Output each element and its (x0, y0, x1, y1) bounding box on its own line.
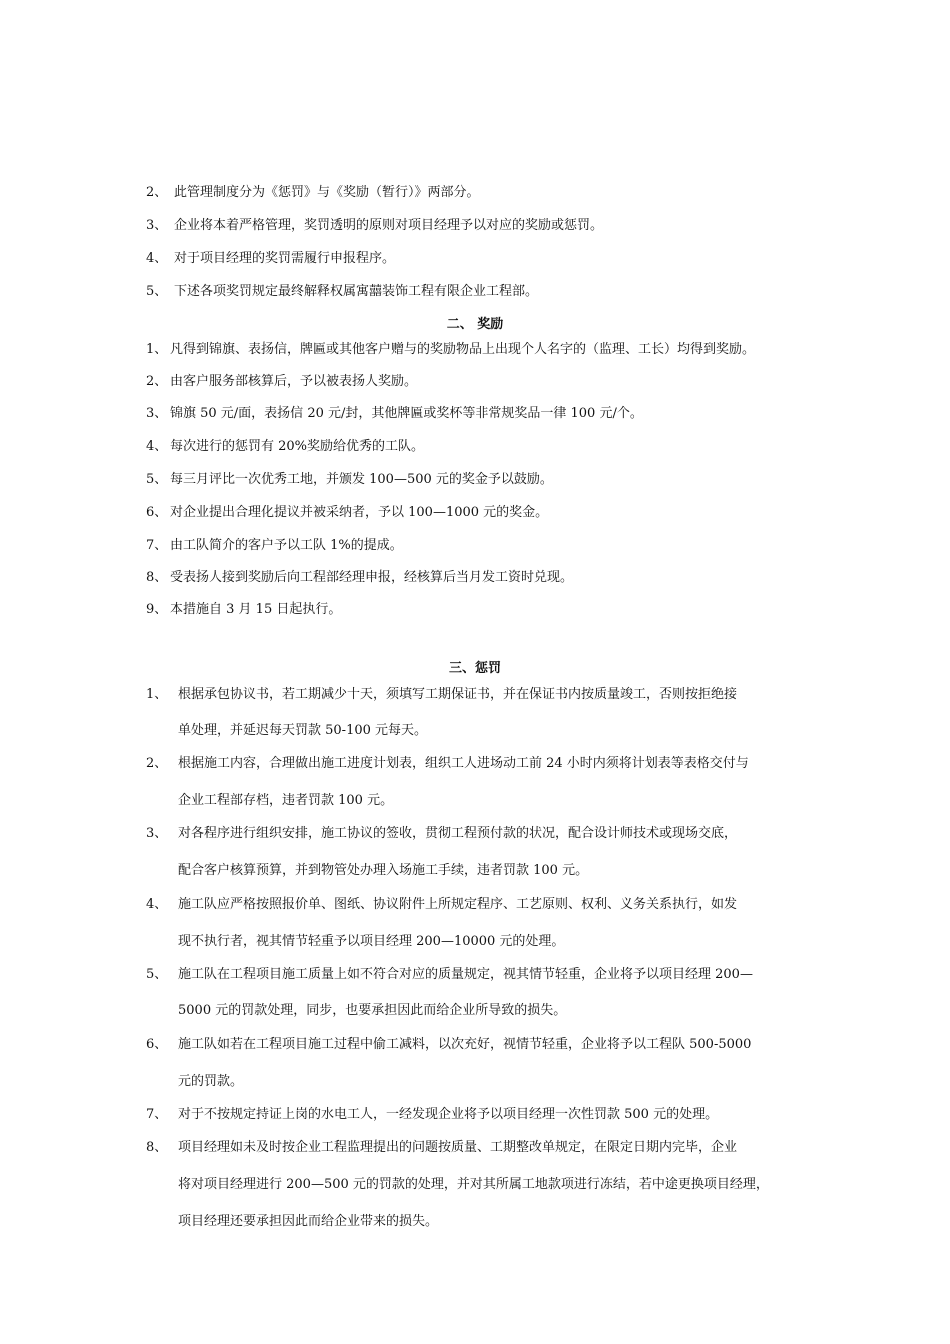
list-item-text: 企业工程部存档，违者罚款 100 元。 (178, 793, 394, 808)
list-item-text: 项目经理还要承担因此而给企业带来的损失。 (178, 1214, 439, 1229)
list-item-text: 由客户服务部核算后，予以被表扬人奖励。 (170, 374, 418, 389)
list-item-number: 2、 (146, 374, 168, 389)
penalty-heading: 三、惩罚 (448, 661, 501, 676)
list-item-number: 2、 (146, 756, 168, 771)
list-item-number: 4、 (146, 897, 168, 912)
list-item-number: 9、 (146, 602, 168, 617)
list-item-text: 受表扬人接到奖励后向工程部经理申报，经核算后当月发工资时兑现。 (170, 570, 574, 585)
list-item-number: 2、 (146, 185, 168, 200)
list-item-text: 5000 元的罚款处理，同步，也要承担因此而给企业所导致的损失。 (178, 1003, 567, 1018)
list-item-number: 7、 (146, 538, 168, 553)
list-item-text: 配合客户核算预算，并到物管处办理入场施工手续，违者罚款 100 元。 (178, 863, 589, 878)
list-item-text: 施工队如若在工程项目施工过程中偷工减料，以次充好，视情节轻重，企业将予以工程队 500-5000 (178, 1037, 752, 1052)
list-item-text: 本措施自 3 月 15 日起执行。 (170, 602, 342, 617)
list-item-text: 企业将本着严格管理，奖罚透明的原则对项目经理予以对应的奖励或惩罚。 (174, 218, 604, 233)
list-item-text: 根据施工内容，合理做出施工进度计划表，组织工人进场动工前 24 小时内须将计划表等表格交付与 (178, 756, 749, 771)
list-item-text: 对企业提出合理化提议并被采纳者，予以 100—1000 元的奖金。 (170, 505, 549, 520)
list-item-number: 7、 (146, 1107, 168, 1122)
list-item-text: 单处理，并延迟每天罚款 50-100 元每天。 (178, 723, 428, 738)
list-item-number: 8、 (146, 570, 168, 585)
list-item-text: 对于不按规定持证上岗的水电工人，一经发现企业将予以项目经理一次性罚款 500 元的处理。 (178, 1107, 719, 1122)
list-item-text: 凡得到锦旗、表扬信，牌匾或其他客户赠与的奖励物品上出现个人名字的（监理、工长）均得到奖励。 (170, 342, 756, 357)
list-item-number: 4、 (146, 439, 168, 454)
list-item-text: 根据承包协议书，若工期减少十天，须填写工期保证书，并在保证书内按质量竣工，否则按拒绝接 (178, 687, 738, 702)
list-item-text: 元的罚款。 (178, 1074, 244, 1089)
list-item-text: 锦旗 50 元/面，表扬信 20 元/封，其他牌匾或奖杯等非常规奖品一律 100 元/个。 (170, 406, 643, 421)
list-item-number: 1、 (146, 687, 168, 702)
list-item-text: 每三月评比一次优秀工地，并颁发 100—500 元的奖金予以鼓励。 (170, 472, 553, 487)
list-item-number: 3、 (146, 826, 168, 841)
list-item-number: 3、 (146, 218, 168, 233)
list-item-text: 由工队简介的客户予以工队 1%的提成。 (170, 538, 403, 553)
list-item-text: 对于项目经理的奖罚需履行申报程序。 (174, 251, 396, 266)
list-item-text: 每次进行的惩罚有 20%奖励给优秀的工队。 (170, 439, 425, 454)
list-item-number: 3、 (146, 406, 168, 421)
list-item-text: 对各程序进行组织安排，施工协议的签收，贯彻工程预付款的状况，配合设计师技术或现场交底， (178, 826, 738, 841)
list-item-number: 5、 (146, 472, 168, 487)
list-item-number: 6、 (146, 505, 168, 520)
list-item-number: 6、 (146, 1037, 168, 1052)
list-item-text: 下述各项奖罚规定最终解释权属寓囍装饰工程有限企业工程部。 (174, 284, 539, 299)
list-item-text: 现不执行者，视其情节轻重予以项目经理 200—10000 元的处理。 (178, 934, 565, 949)
list-item-text: 项目经理如未及时按企业工程监理提出的问题按质量、工期整改单规定，在限定日期内完毕，企业 (178, 1140, 738, 1155)
reward-heading: 二、 奖励 (446, 317, 504, 332)
list-item-number: 5、 (146, 284, 168, 299)
list-item-number: 5、 (146, 967, 168, 982)
list-item-number: 8、 (146, 1140, 168, 1155)
list-item-number: 1、 (146, 342, 168, 357)
list-item-text: 施工队在工程项目施工质量上如不符合对应的质量规定，视其情节轻重，企业将予以项目经理 200— (178, 967, 753, 982)
list-item-text: 将对项目经理进行 200—500 元的罚款的处理，并对其所属工地款项进行冻结，若中途更换项目经理， (178, 1177, 769, 1192)
list-item-number: 4、 (146, 251, 168, 266)
list-item-text: 此管理制度分为《惩罚》与《奖励（暂行）》两部分。 (174, 185, 480, 200)
list-item-text: 施工队应严格按照报价单、图纸、协议附件上所规定程序、工艺原则、权利、义务关系执行，如发 (178, 897, 738, 912)
